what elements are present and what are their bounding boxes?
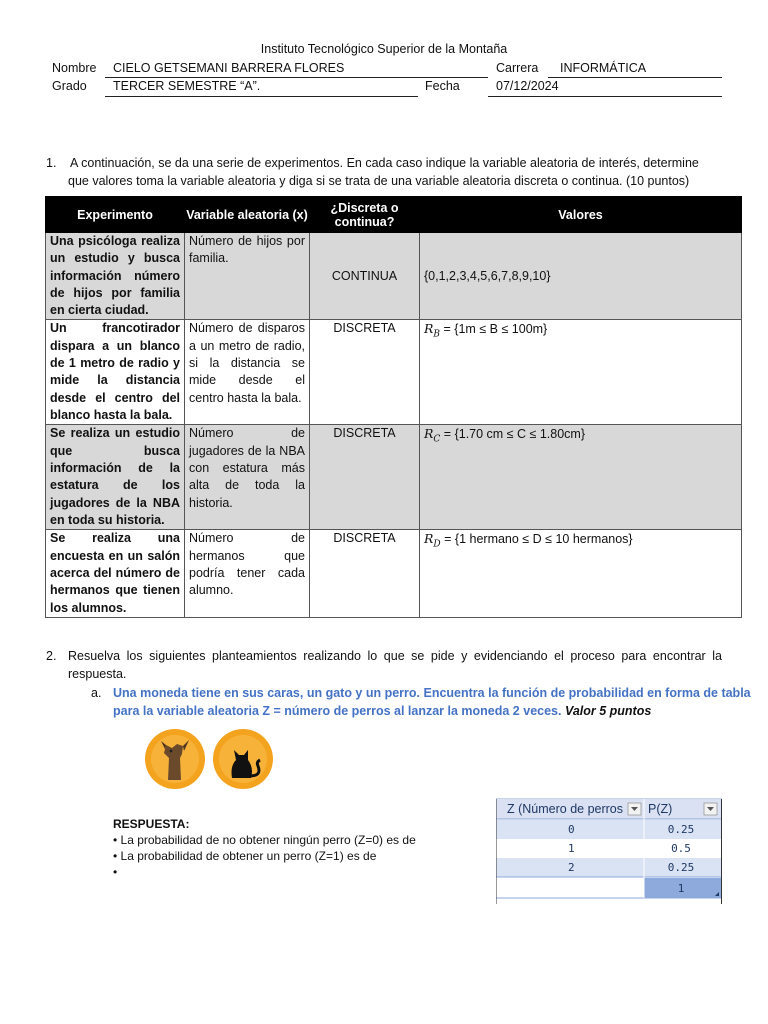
cell-z: 2 bbox=[568, 861, 575, 874]
q2-line1: Resuelva los siguientes planteamientos realizando lo que se pide y evidenciando el proceso para encontrar la bbox=[68, 649, 722, 663]
col-header-experimento: Experimento bbox=[46, 197, 185, 233]
cell-variable: Número de disparos a un metro de radio, si la distancia se mide desde el centro hasta la bala. bbox=[185, 320, 310, 425]
probability-table bbox=[496, 798, 722, 904]
cell-z: 1 bbox=[568, 842, 575, 855]
cell-tipo: DISCRETA bbox=[310, 320, 420, 425]
carrera-label: Carrera bbox=[496, 61, 539, 75]
cell-tipo: DISCRETA bbox=[310, 530, 420, 618]
cell-valores bbox=[420, 425, 742, 530]
carrera-value: INFORMÁTICA bbox=[560, 61, 647, 75]
valores-text: = {1 hermano ≤ D ≤ 10 hermanos} bbox=[444, 532, 633, 547]
table-header-row bbox=[46, 197, 742, 233]
valores-text: {0,1,2,3,4,5,6,7,8,9,10} bbox=[424, 268, 551, 283]
fecha-label: Fecha bbox=[425, 79, 460, 93]
cell-p: 0.25 bbox=[667, 861, 695, 874]
r-symbol: $R_C$ bbox=[424, 426, 441, 445]
q2a-line1: Una moneda tiene en sus caras, un gato y un perro. Encuentra la función de probabilidad en forma de tabla bbox=[113, 686, 751, 700]
r-symbol: $R_D$ bbox=[424, 531, 441, 550]
header-z: Z (Número de perros bbox=[507, 802, 624, 816]
q2-line2: respuesta. bbox=[68, 667, 127, 681]
respuesta-line: • La probabilidad de no obtener ningún perro (Z=0) es de bbox=[113, 833, 416, 847]
fecha-value: 07/12/2024 bbox=[496, 79, 559, 93]
table-row bbox=[46, 233, 742, 320]
respuesta-line: • La probabilidad de obtener un perro (Z=1) es de bbox=[113, 849, 377, 863]
experiments-table bbox=[45, 196, 742, 618]
cell-experimento: Un francotirador dispara a un blanco de 1 metro de radio y mide la distancia desde el centro del blanco hasta la bala. bbox=[46, 320, 185, 425]
q1-line2: que valores toma la variable aleatoria y diga si se trata de una variable aleatoria discreta o continua. (10 puntos) bbox=[68, 174, 690, 188]
institution-title: Instituto Tecnológico Superior de la Montaña bbox=[260, 42, 508, 56]
cell-p: 0.25 bbox=[667, 823, 695, 836]
cell-experimento: Se realiza un estudio que busca información de la estatura de los jugadores de la NBA en toda su historia. bbox=[46, 425, 185, 530]
dog-coin-icon bbox=[145, 729, 205, 789]
nombre-label: Nombre bbox=[52, 61, 97, 75]
table-row bbox=[46, 320, 742, 425]
q2a-line2-text: para la variable aleatoria Z = número de perros al lanzar la moneda 2 veces. bbox=[113, 704, 562, 718]
coin-images bbox=[144, 728, 274, 790]
grado-value: TERCER SEMESTRE “A”. bbox=[113, 79, 261, 93]
cat-coin-icon bbox=[213, 729, 273, 789]
carrera-underline bbox=[548, 77, 722, 78]
table-row bbox=[46, 530, 742, 618]
cell-experimento: Se realiza una encuesta en un salón acerca del número de hermanos que tienen los alumnos. bbox=[46, 530, 185, 618]
cell-variable: Número de jugadores de la NBA con estatura más alta de toda la historia. bbox=[185, 425, 310, 530]
q1-line1: A continuación, se da una serie de experimentos. En cada caso indique la variable aleatoria de interés, determine bbox=[70, 156, 699, 170]
grado-label: Grado bbox=[52, 79, 87, 93]
cell-variable: Número de hijos por familia. bbox=[185, 233, 310, 320]
valores-text: = {1m ≤ B ≤ 100m} bbox=[443, 322, 548, 337]
cell-variable: Número de hermanos que podría tener cada alumno. bbox=[185, 530, 310, 618]
respuesta-line: • bbox=[113, 865, 118, 879]
grado-underline bbox=[105, 96, 418, 97]
header-p: P(Z) bbox=[648, 802, 673, 816]
cell-tipo: CONTINUA bbox=[310, 233, 420, 320]
table-row bbox=[46, 425, 742, 530]
respuesta-title: RESPUESTA: bbox=[113, 817, 190, 831]
col-header-tipo: ¿Discreta o continua? bbox=[310, 197, 420, 233]
cell-valores bbox=[420, 530, 742, 618]
respuesta-block bbox=[113, 816, 416, 880]
q2a-points: Valor 5 puntos bbox=[564, 704, 652, 718]
cell-valores bbox=[420, 320, 742, 425]
cell-z: 0 bbox=[568, 823, 575, 836]
q2a-line2 bbox=[113, 702, 651, 720]
fecha-underline bbox=[488, 96, 722, 97]
valores-text: = {1.70 cm ≤ C ≤ 1.80cm} bbox=[443, 427, 586, 442]
col-header-valores: Valores bbox=[420, 197, 742, 233]
cell-experimento: Una psicóloga realiza un estudio y busca información número de hijos por familia en cierta ciudad. bbox=[46, 233, 185, 320]
q1-number: 1. bbox=[46, 156, 57, 170]
nombre-value: CIELO GETSEMANI BARRERA FLORES bbox=[113, 61, 345, 75]
cell-tipo: DISCRETA bbox=[310, 425, 420, 530]
r-symbol: $R_B$ bbox=[424, 321, 441, 340]
cell-valores bbox=[420, 233, 742, 320]
col-header-variable: Variable aleatoria (x) bbox=[185, 197, 310, 233]
cell-total: 1 bbox=[677, 882, 685, 895]
q2a-label: a. bbox=[91, 686, 102, 700]
cell-p: 0.5 bbox=[671, 842, 691, 855]
q2-number: 2. bbox=[46, 649, 57, 663]
nombre-underline bbox=[105, 77, 488, 78]
